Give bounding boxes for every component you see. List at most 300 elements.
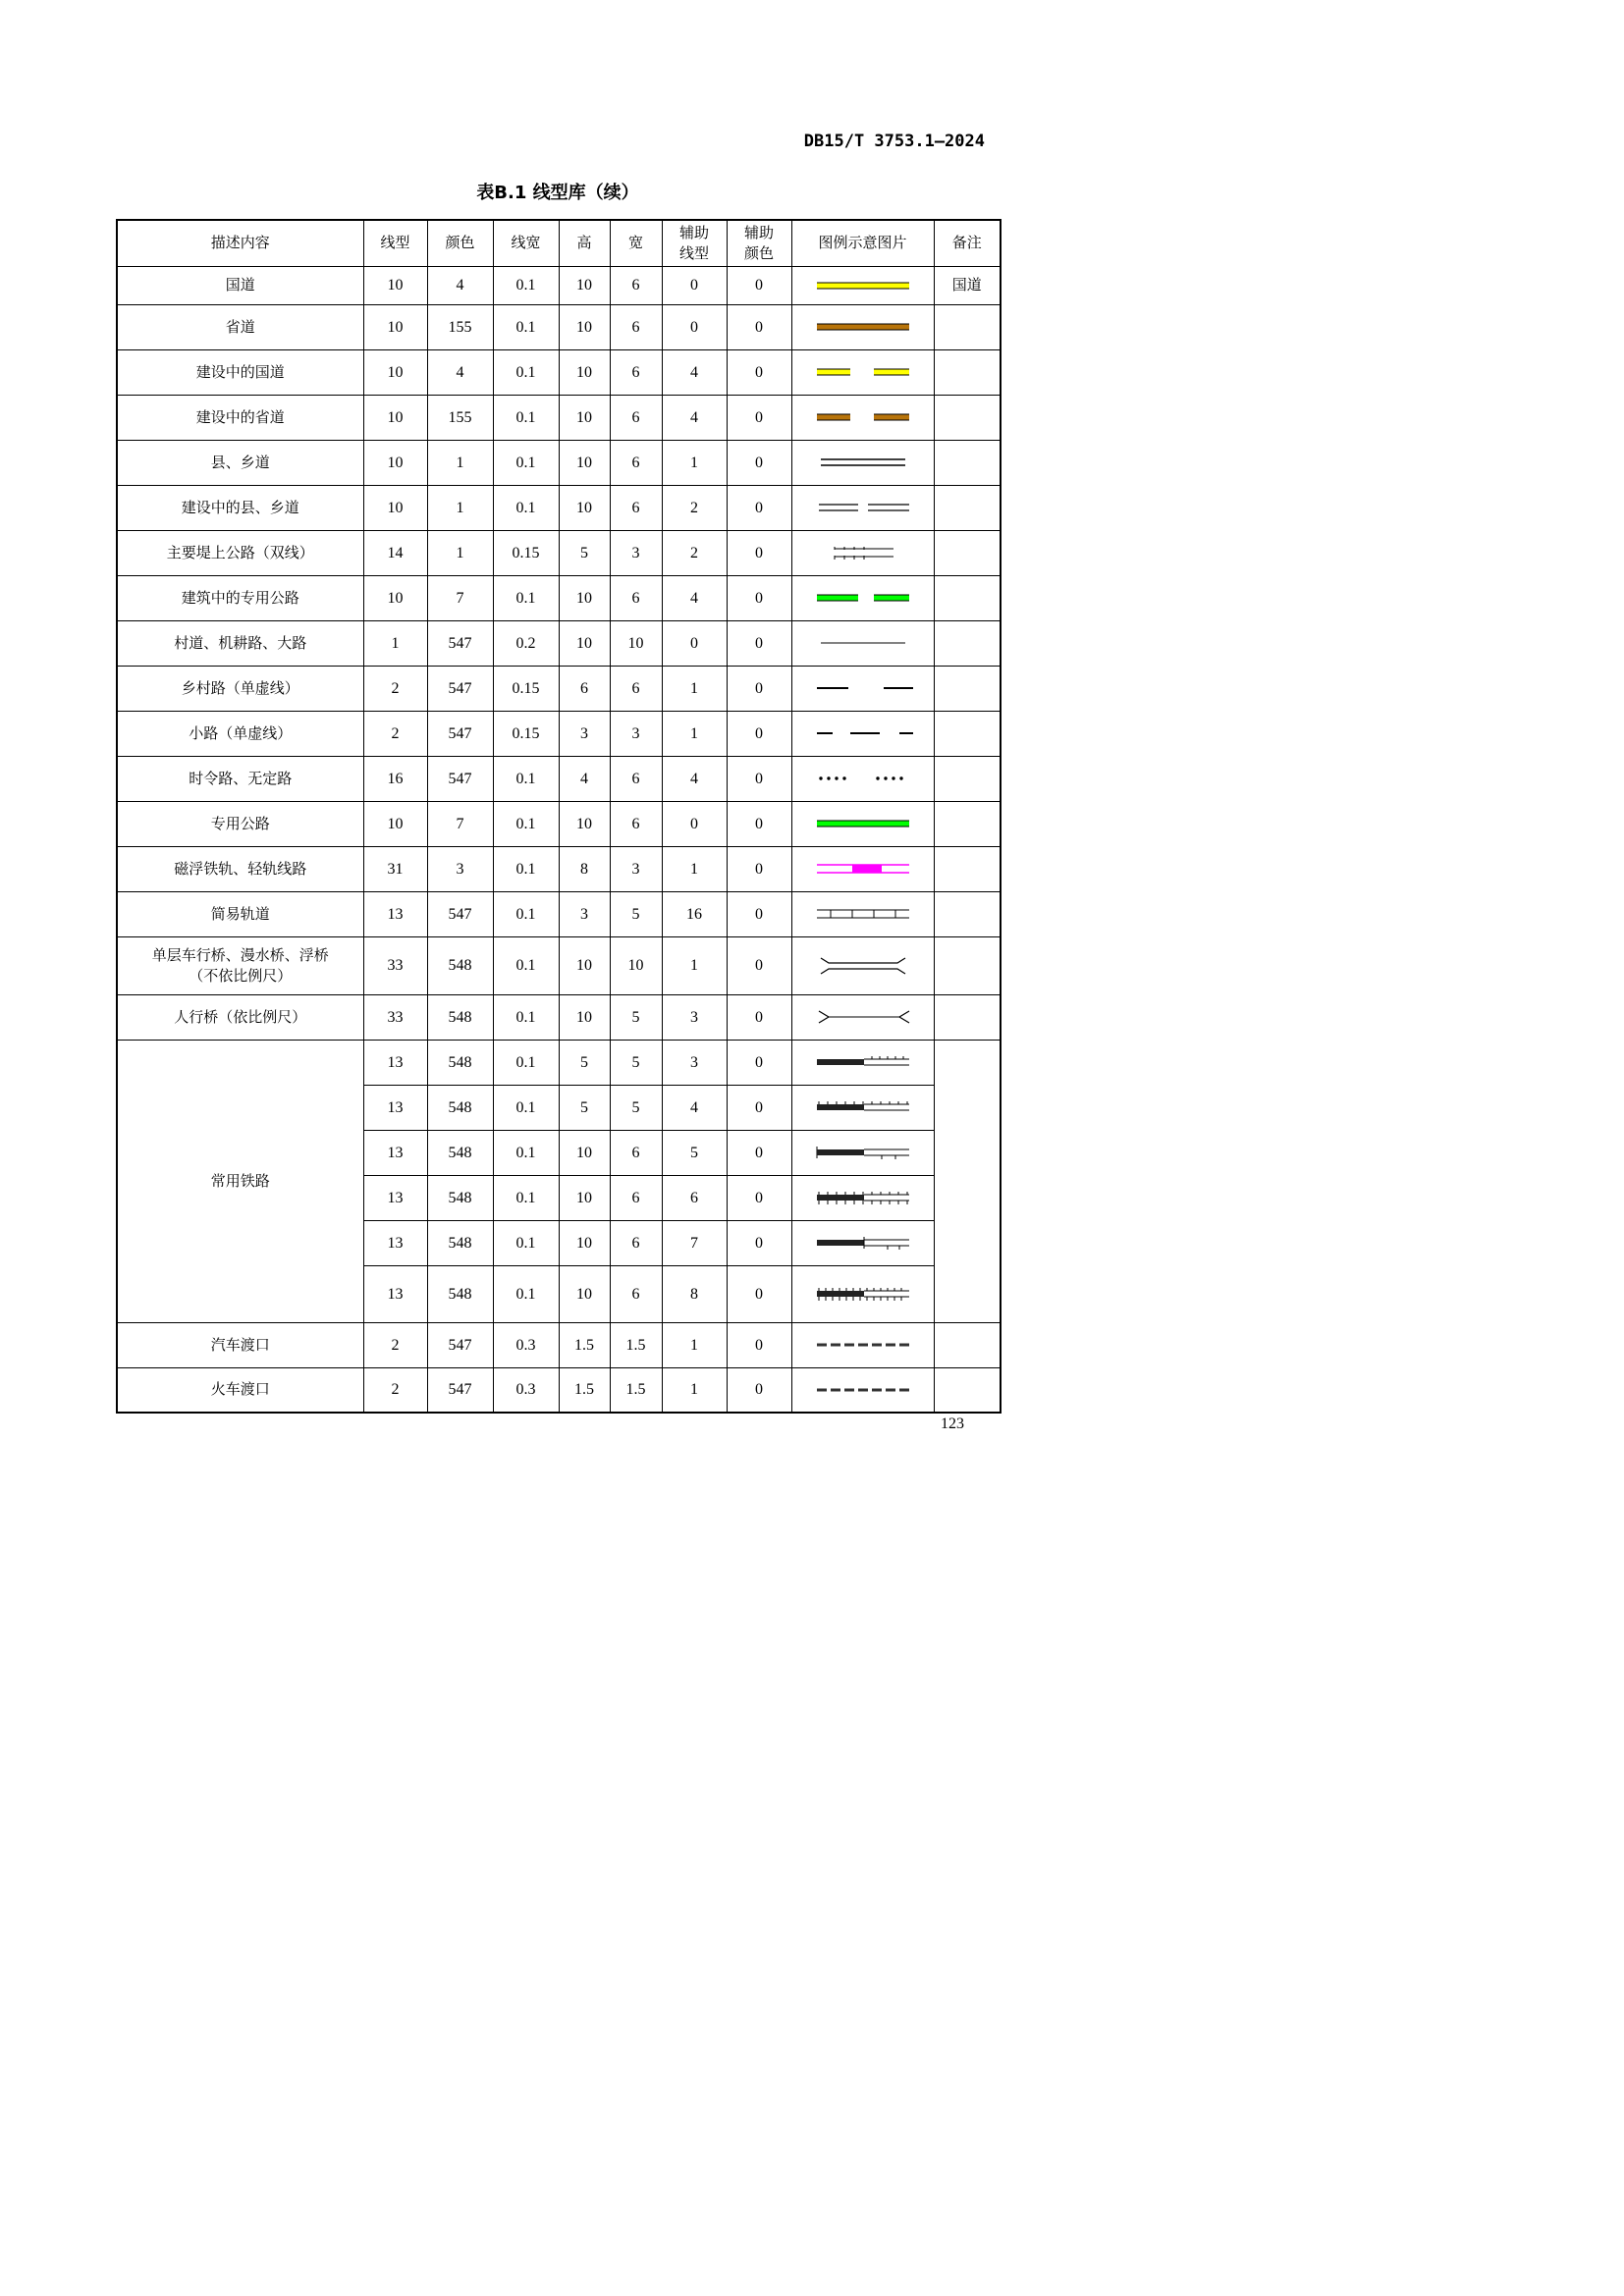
description-cell: 乡村路（单虚线） [117, 666, 363, 711]
value-cell: 10 [559, 1220, 610, 1265]
value-cell: 6 [610, 666, 662, 711]
solid-brown-double-icon [809, 317, 917, 337]
column-header: 高 [559, 220, 610, 266]
note-cell [934, 846, 1001, 891]
legend-symbol [791, 994, 934, 1040]
value-cell: 0 [727, 994, 791, 1040]
value-cell: 2 [662, 485, 727, 530]
value-cell: 0 [727, 530, 791, 575]
value-cell: 1 [662, 711, 727, 756]
legend-symbol [791, 1265, 934, 1322]
rail-7-icon [809, 1233, 917, 1253]
value-cell: 6 [610, 440, 662, 485]
header-row [117, 220, 1001, 266]
value-cell: 0.3 [493, 1367, 559, 1413]
legend-symbol [791, 1322, 934, 1367]
value-cell: 0 [727, 1220, 791, 1265]
value-cell: 5 [559, 530, 610, 575]
value-cell: 548 [427, 1040, 493, 1085]
value-cell: 1.5 [610, 1322, 662, 1367]
table-row [117, 711, 1001, 756]
description-cell: 时令路、无定路 [117, 756, 363, 801]
value-cell: 6 [610, 1175, 662, 1220]
table-row [117, 891, 1001, 936]
value-cell: 10 [559, 1130, 610, 1175]
value-cell: 3 [662, 994, 727, 1040]
value-cell: 10 [610, 936, 662, 994]
description-cell: 建设中的国道 [117, 349, 363, 395]
value-cell: 5 [662, 1130, 727, 1175]
thin-gray-icon [809, 633, 917, 653]
description-cell: 省道 [117, 304, 363, 349]
value-cell: 0.1 [493, 266, 559, 304]
rail-3-icon [809, 1052, 917, 1072]
value-cell: 0 [727, 1367, 791, 1413]
value-cell: 10 [363, 266, 427, 304]
note-cell [934, 756, 1001, 801]
table-row [117, 1040, 1001, 1085]
legend-symbol [791, 846, 934, 891]
value-cell: 0.1 [493, 1130, 559, 1175]
value-cell: 0.1 [493, 756, 559, 801]
value-cell: 6 [610, 266, 662, 304]
column-header: 备注 [934, 220, 1001, 266]
value-cell: 0 [727, 1085, 791, 1130]
legend-symbol [791, 936, 934, 994]
legend-symbol [791, 801, 934, 846]
value-cell: 0.1 [493, 440, 559, 485]
description-cell: 县、乡道 [117, 440, 363, 485]
value-cell: 10 [559, 620, 610, 666]
value-cell: 10 [363, 575, 427, 620]
value-cell: 16 [662, 891, 727, 936]
note-cell [934, 994, 1001, 1040]
value-cell: 1 [427, 530, 493, 575]
value-cell: 0.1 [493, 801, 559, 846]
value-cell: 0.1 [493, 575, 559, 620]
value-cell: 10 [559, 266, 610, 304]
value-cell: 0.1 [493, 1175, 559, 1220]
note-cell [934, 349, 1001, 395]
value-cell: 0.1 [493, 349, 559, 395]
value-cell: 6 [610, 395, 662, 440]
column-header: 线宽 [493, 220, 559, 266]
value-cell: 3 [610, 846, 662, 891]
value-cell: 4 [662, 1085, 727, 1130]
description-cell: 简易轨道 [117, 891, 363, 936]
note-cell [934, 1367, 1001, 1413]
legend-symbol [791, 1130, 934, 1175]
note-cell [934, 666, 1001, 711]
value-cell: 4 [662, 575, 727, 620]
value-cell: 10 [559, 485, 610, 530]
value-cell: 547 [427, 756, 493, 801]
table-row [117, 801, 1001, 846]
rail-6-icon [809, 1188, 917, 1207]
value-cell: 13 [363, 1040, 427, 1085]
rail-5-icon [809, 1143, 917, 1162]
table-row [117, 1367, 1001, 1413]
value-cell: 8 [662, 1265, 727, 1322]
value-cell: 0 [727, 711, 791, 756]
legend-symbol [791, 304, 934, 349]
value-cell: 10 [559, 440, 610, 485]
value-cell: 548 [427, 1265, 493, 1322]
value-cell: 0 [727, 891, 791, 936]
value-cell: 0 [727, 266, 791, 304]
note-cell [934, 1322, 1001, 1367]
value-cell: 0 [662, 801, 727, 846]
value-cell: 7 [427, 801, 493, 846]
value-cell: 3 [427, 846, 493, 891]
value-cell: 6 [610, 801, 662, 846]
legend-symbol [791, 1367, 934, 1413]
description-cell: 磁浮铁轨、轻轨线路 [117, 846, 363, 891]
table-row [117, 485, 1001, 530]
value-cell: 10 [559, 1265, 610, 1322]
legend-symbol [791, 485, 934, 530]
value-cell: 0.3 [493, 1322, 559, 1367]
value-cell: 1 [662, 440, 727, 485]
value-cell: 13 [363, 1175, 427, 1220]
table-row [117, 530, 1001, 575]
legend-symbol [791, 395, 934, 440]
note-cell: 国道 [934, 266, 1001, 304]
value-cell: 10 [559, 575, 610, 620]
column-header: 辅助 线型 [662, 220, 727, 266]
value-cell: 14 [363, 530, 427, 575]
value-cell: 10 [559, 801, 610, 846]
value-cell: 31 [363, 846, 427, 891]
table-row [117, 349, 1001, 395]
value-cell: 6 [610, 304, 662, 349]
standard-code: DB15/T 3753.1—2024 [803, 132, 985, 151]
value-cell: 4 [662, 349, 727, 395]
description-cell: 汽车渡口 [117, 1322, 363, 1367]
value-cell: 10 [363, 440, 427, 485]
value-cell: 0 [727, 440, 791, 485]
solid-green-icon [809, 814, 917, 833]
table-row [117, 936, 1001, 994]
note-cell [934, 575, 1001, 620]
table-row [117, 440, 1001, 485]
value-cell: 8 [559, 846, 610, 891]
value-cell: 0.1 [493, 1085, 559, 1130]
value-cell: 155 [427, 304, 493, 349]
value-cell: 0 [727, 395, 791, 440]
note-cell [934, 530, 1001, 575]
dike-road-icon [809, 543, 917, 562]
value-cell: 547 [427, 1322, 493, 1367]
dashed-brown-double-icon [809, 407, 917, 427]
value-cell: 6 [610, 485, 662, 530]
value-cell: 0.1 [493, 395, 559, 440]
value-cell: 5 [559, 1085, 610, 1130]
value-cell: 0 [662, 620, 727, 666]
value-cell: 10 [363, 349, 427, 395]
value-cell: 4 [559, 756, 610, 801]
value-cell: 0 [727, 936, 791, 994]
value-cell: 0.15 [493, 711, 559, 756]
value-cell: 3 [662, 1040, 727, 1085]
value-cell: 548 [427, 1220, 493, 1265]
dashed-yellow-double-icon [809, 362, 917, 382]
column-header: 颜色 [427, 220, 493, 266]
column-header: 线型 [363, 220, 427, 266]
legend-symbol [791, 1085, 934, 1130]
value-cell: 7 [662, 1220, 727, 1265]
value-cell: 10 [559, 304, 610, 349]
value-cell: 547 [427, 620, 493, 666]
value-cell: 10 [363, 304, 427, 349]
line-type-table [116, 219, 1001, 1414]
note-cell [934, 304, 1001, 349]
table-row [117, 575, 1001, 620]
value-cell: 33 [363, 936, 427, 994]
description-cell: 人行桥（依比例尺） [117, 994, 363, 1040]
legend-symbol [791, 440, 934, 485]
value-cell: 4 [662, 395, 727, 440]
value-cell: 5 [610, 994, 662, 1040]
note-cell [934, 1040, 1001, 1322]
column-header: 图例示意图片 [791, 220, 934, 266]
value-cell: 155 [427, 395, 493, 440]
value-cell: 0 [727, 485, 791, 530]
value-cell: 0 [727, 801, 791, 846]
value-cell: 0.1 [493, 304, 559, 349]
value-cell: 6 [610, 1220, 662, 1265]
legend-symbol [791, 266, 934, 304]
magenta-rail-icon [809, 859, 917, 879]
rail-4-icon [809, 1097, 917, 1117]
value-cell: 548 [427, 1175, 493, 1220]
description-cell: 建设中的省道 [117, 395, 363, 440]
dashed-double-line-icon [809, 498, 917, 517]
description-cell: 单层车行桥、漫水桥、浮桥 （不依比例尺） [117, 936, 363, 994]
value-cell: 7 [427, 575, 493, 620]
value-cell: 547 [427, 711, 493, 756]
value-cell: 6 [610, 756, 662, 801]
value-cell: 13 [363, 1085, 427, 1130]
dots-icon [809, 769, 917, 788]
legend-symbol [791, 1175, 934, 1220]
table-row [117, 620, 1001, 666]
note-cell [934, 620, 1001, 666]
value-cell: 548 [427, 994, 493, 1040]
value-cell: 2 [363, 711, 427, 756]
legend-symbol [791, 666, 934, 711]
value-cell: 1 [427, 485, 493, 530]
value-cell: 2 [363, 1322, 427, 1367]
table-row [117, 304, 1001, 349]
ferry-dash-icon [809, 1380, 917, 1400]
legend-symbol [791, 575, 934, 620]
value-cell: 0.1 [493, 1220, 559, 1265]
value-cell: 10 [363, 485, 427, 530]
value-cell: 0.15 [493, 666, 559, 711]
table-row [117, 1322, 1001, 1367]
long-dash-icon [809, 678, 917, 698]
description-cell: 建筑中的专用公路 [117, 575, 363, 620]
value-cell: 0.1 [493, 485, 559, 530]
value-cell: 2 [662, 530, 727, 575]
value-cell: 1 [662, 936, 727, 994]
value-cell: 0.1 [493, 846, 559, 891]
value-cell: 1 [363, 620, 427, 666]
table-row [117, 994, 1001, 1040]
value-cell: 0.1 [493, 994, 559, 1040]
legend-symbol [791, 1220, 934, 1265]
legend-symbol [791, 756, 934, 801]
legend-symbol [791, 711, 934, 756]
note-cell [934, 936, 1001, 994]
value-cell: 1.5 [559, 1322, 610, 1367]
legend-symbol [791, 620, 934, 666]
value-cell: 1.5 [610, 1367, 662, 1413]
footbridge-icon [809, 1007, 917, 1027]
table-row [117, 666, 1001, 711]
column-header: 宽 [610, 220, 662, 266]
note-cell [934, 891, 1001, 936]
value-cell: 0 [727, 666, 791, 711]
value-cell: 1 [662, 846, 727, 891]
dashed-green-icon [809, 588, 917, 608]
value-cell: 5 [610, 891, 662, 936]
value-cell: 13 [363, 1220, 427, 1265]
value-cell: 0.1 [493, 1040, 559, 1085]
double-line-icon [809, 453, 917, 472]
value-cell: 4 [427, 266, 493, 304]
value-cell: 3 [559, 711, 610, 756]
value-cell: 3 [559, 891, 610, 936]
value-cell: 10 [559, 994, 610, 1040]
value-cell: 10 [363, 801, 427, 846]
ferry-dash-icon [809, 1335, 917, 1355]
value-cell: 0 [662, 304, 727, 349]
value-cell: 0.15 [493, 530, 559, 575]
solid-yellow-double-icon [809, 276, 917, 295]
value-cell: 0 [727, 1175, 791, 1220]
description-cell: 村道、机耕路、大路 [117, 620, 363, 666]
note-cell [934, 395, 1001, 440]
value-cell: 13 [363, 1130, 427, 1175]
value-cell: 3 [610, 530, 662, 575]
value-cell: 1.5 [559, 1367, 610, 1413]
description-cell: 国道 [117, 266, 363, 304]
legend-symbol [791, 349, 934, 395]
value-cell: 0 [727, 304, 791, 349]
column-header: 描述内容 [117, 220, 363, 266]
value-cell: 547 [427, 666, 493, 711]
column-header: 辅助 颜色 [727, 220, 791, 266]
value-cell: 6 [559, 666, 610, 711]
value-cell: 4 [662, 756, 727, 801]
value-cell: 0 [727, 1265, 791, 1322]
value-cell: 0 [727, 575, 791, 620]
value-cell: 548 [427, 1130, 493, 1175]
value-cell: 0.1 [493, 891, 559, 936]
value-cell: 1 [427, 440, 493, 485]
value-cell: 0 [727, 620, 791, 666]
value-cell: 10 [559, 395, 610, 440]
short-dash-icon [809, 723, 917, 743]
value-cell: 0.2 [493, 620, 559, 666]
table-caption: 表B.1 线型库（续） [476, 183, 639, 203]
table-row [117, 846, 1001, 891]
note-cell [934, 485, 1001, 530]
value-cell: 547 [427, 891, 493, 936]
value-cell: 33 [363, 994, 427, 1040]
value-cell: 2 [363, 1367, 427, 1413]
value-cell: 1 [662, 1322, 727, 1367]
value-cell: 10 [559, 349, 610, 395]
bridge-icon [809, 956, 917, 976]
value-cell: 0 [727, 349, 791, 395]
value-cell: 10 [559, 936, 610, 994]
value-cell: 0 [727, 756, 791, 801]
note-cell [934, 440, 1001, 485]
value-cell: 0 [662, 266, 727, 304]
table-row [117, 395, 1001, 440]
value-cell: 6 [610, 575, 662, 620]
description-cell: 专用公路 [117, 801, 363, 846]
page-number: 123 [941, 1415, 964, 1432]
value-cell: 548 [427, 1085, 493, 1130]
value-cell: 16 [363, 756, 427, 801]
value-cell: 6 [662, 1175, 727, 1220]
value-cell: 0 [727, 846, 791, 891]
value-cell: 0.1 [493, 1265, 559, 1322]
value-cell: 4 [427, 349, 493, 395]
value-cell: 6 [610, 1130, 662, 1175]
value-cell: 6 [610, 349, 662, 395]
value-cell: 2 [363, 666, 427, 711]
note-cell [934, 801, 1001, 846]
value-cell: 0.1 [493, 936, 559, 994]
value-cell: 547 [427, 1367, 493, 1413]
value-cell: 0 [727, 1130, 791, 1175]
value-cell: 10 [363, 395, 427, 440]
value-cell: 5 [610, 1040, 662, 1085]
description-cell: 常用铁路 [117, 1040, 363, 1322]
value-cell: 0 [727, 1040, 791, 1085]
table-row [117, 266, 1001, 304]
value-cell: 10 [559, 1175, 610, 1220]
table-row [117, 756, 1001, 801]
value-cell: 13 [363, 891, 427, 936]
description-cell: 火车渡口 [117, 1367, 363, 1413]
simple-track-icon [809, 904, 917, 924]
value-cell: 5 [559, 1040, 610, 1085]
rail-8-icon [809, 1284, 917, 1304]
description-cell: 小路（单虚线） [117, 711, 363, 756]
value-cell: 6 [610, 1265, 662, 1322]
value-cell: 3 [610, 711, 662, 756]
description-cell: 建设中的县、乡道 [117, 485, 363, 530]
value-cell: 1 [662, 666, 727, 711]
description-cell: 主要堤上公路（双线） [117, 530, 363, 575]
legend-symbol [791, 1040, 934, 1085]
value-cell: 13 [363, 1265, 427, 1322]
value-cell: 1 [662, 1367, 727, 1413]
note-cell [934, 711, 1001, 756]
value-cell: 5 [610, 1085, 662, 1130]
value-cell: 548 [427, 936, 493, 994]
value-cell: 10 [610, 620, 662, 666]
value-cell: 0 [727, 1322, 791, 1367]
legend-symbol [791, 891, 934, 936]
legend-symbol [791, 530, 934, 575]
